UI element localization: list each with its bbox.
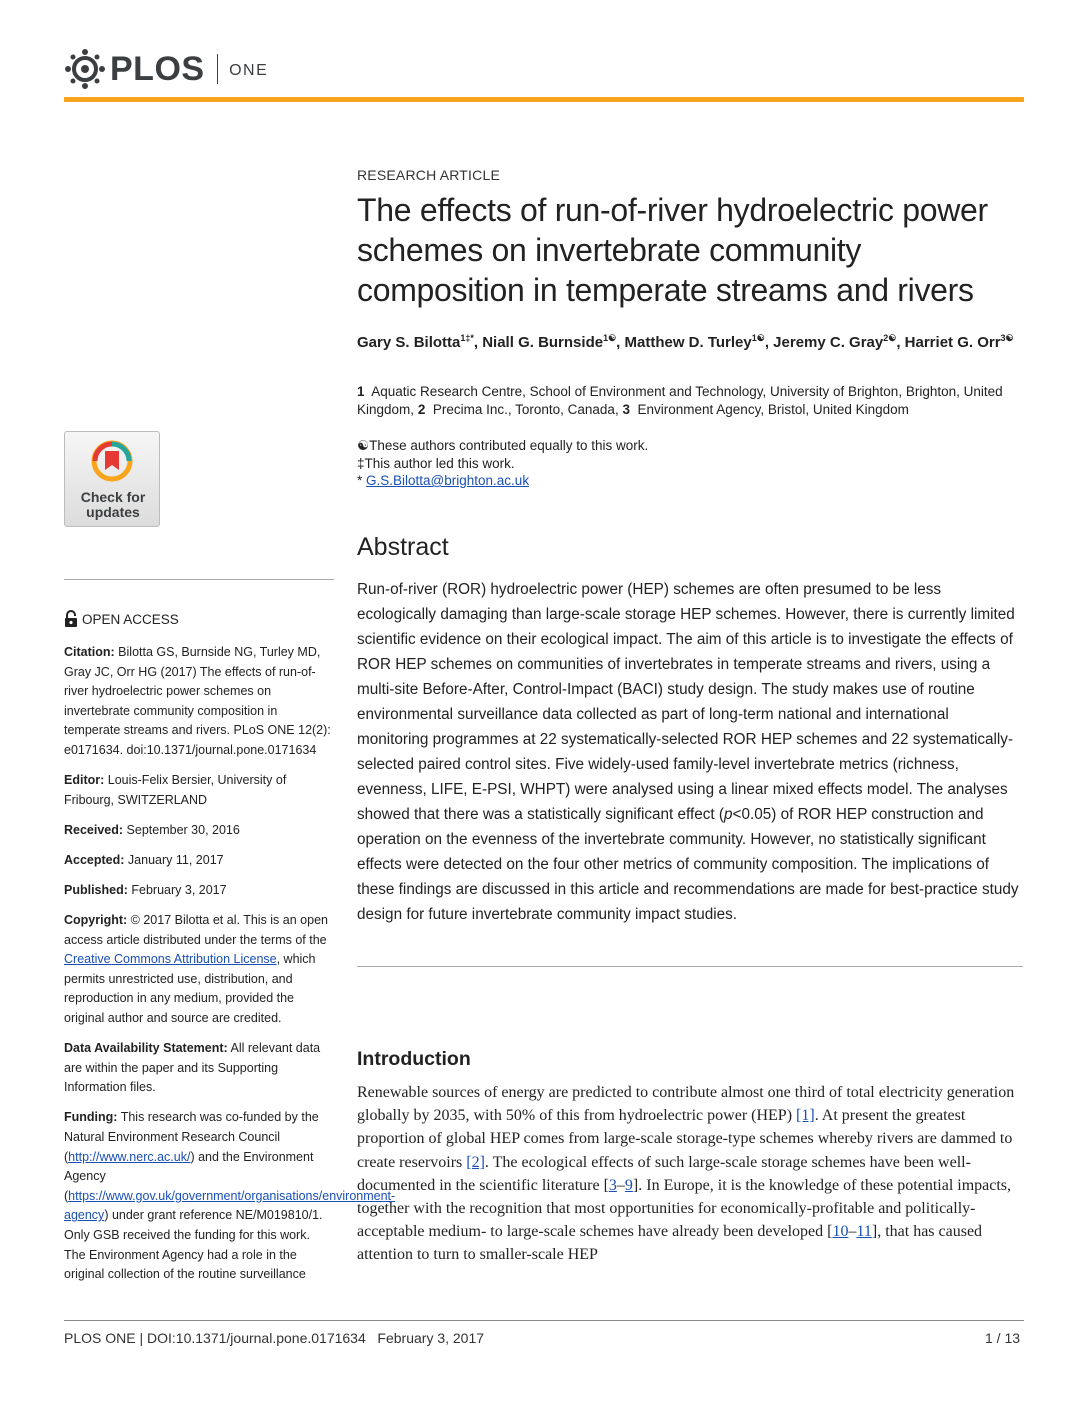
sidebar-divider xyxy=(64,579,334,580)
environment-agency-link[interactable]: https://www.gov.uk/government/organisations/environment-agency xyxy=(64,1188,396,1223)
footer-separator: | xyxy=(139,1330,144,1346)
published-date: Published: February 3, 2017 xyxy=(64,882,227,897)
affiliation-text: Precima Inc., Toronto, Canada, xyxy=(432,402,619,417)
equal-contribution-icon: ☯ xyxy=(357,438,370,453)
corresponding-email-link[interactable]: G.S.Bilotta@brighton.ac.uk xyxy=(366,473,530,488)
check-updates-label: Check for updates xyxy=(80,489,146,520)
abstract-heading: Abstract xyxy=(357,533,449,561)
author-name[interactable]: Gary S. Bilotta xyxy=(357,334,461,351)
article-type: RESEARCH ARTICLE xyxy=(357,167,500,183)
page-number: 1 / 13 xyxy=(985,1330,1021,1346)
data-availability-block: Data Availability Statement: All relevant data are within the paper and its Supporting Information files. xyxy=(64,1041,321,1095)
reference-link[interactable]: 11 xyxy=(856,1223,872,1241)
introduction-heading: Introduction xyxy=(357,1048,471,1070)
author-affil-marker: 1‡* xyxy=(460,333,474,343)
author-affil-marker: 1☯ xyxy=(751,333,765,343)
citation-block: Citation: Bilotta GS, Burnside NG, Turley MD, Gray JC, Orr HG (2017) The effects of run-of-river hydroelectric power schemes on invertebrate community composition in temperate streams and rivers. PLoS ONE 12(2): e0171634. doi:10.1371/journal.pone.0171634 xyxy=(64,645,331,757)
reference-link[interactable]: [2] xyxy=(466,1153,485,1171)
check-updates-bookmark-icon xyxy=(91,440,133,482)
plos-logo-mark-icon xyxy=(64,48,106,90)
header-accent-bar xyxy=(64,97,1024,102)
copyright-block: Copyright: © 2017 Bilotta et al. This is an open access article distributed under the terms of the Creative Commons Attribution License, which permits unrestricted use, distribution, and reproduction in any medium, provided the original author and source are credited. xyxy=(64,913,328,1025)
affiliation-number: 2 xyxy=(417,402,426,417)
logo-divider xyxy=(217,54,219,84)
logo-journal-name: ONE xyxy=(229,62,269,79)
p-value-symbol: p xyxy=(724,806,733,823)
author-affil-marker: 2☯ xyxy=(883,333,897,343)
accepted-date: Accepted: January 11, 2017 xyxy=(64,852,224,867)
abstract-divider xyxy=(357,966,1023,967)
funding-block: Funding: This research was co-funded by the Natural Environment Research Council (http://www.nerc.ac.uk/) and the Environment Agency (https://www.gov.uk/government/organisations/environment-agency) under grant reference NE/M019810/1. Only GSB received the funding for this work. The Environment Agency had a role in the original collection of the routine surveillance xyxy=(64,1110,396,1282)
author-name[interactable]: Matthew D. Turley xyxy=(624,334,752,351)
reference-link[interactable]: [1] xyxy=(796,1107,815,1125)
led-work-note: ‡This author led this work. xyxy=(357,455,515,471)
open-lock-icon xyxy=(64,610,78,628)
affiliation-text: Environment Agency, Bristol, United Kingdom xyxy=(637,402,909,417)
footer-citation xyxy=(64,1330,484,1346)
author-affil-marker: 1☯ xyxy=(603,333,617,343)
double-dagger-icon: ‡ xyxy=(357,455,365,471)
affiliation-number: 1 xyxy=(357,384,365,399)
logo-wordmark: PLOS xyxy=(110,49,205,88)
author-list: Gary S. Bilotta$^{1\ddagger*}$, Niall G. Burnside$^{1☯}$, Matthew D. Turley$^{1☯}$, Jeremy C. Gray$^{2☯}$, Harriet G. Orr$^{3☯}$ xyxy=(357,333,1014,351)
footer-doi: DOI:10.1371/journal.pone.0171634 xyxy=(147,1330,366,1346)
open-access-badge xyxy=(64,610,179,628)
author-name[interactable]: Jeremy C. Gray xyxy=(773,334,884,351)
abstract-text: Run-of-river (ROR) hydroelectric power (HEP) schemes are often presumed to be less ecologically damaging than large-scale storage HEP schemes. However, there is currently limited scientific evidence on their ecological impact. The aim of this article is to investigate the effects of ROR HEP schemes on communities of invertebrates in temperate streams and rivers, using a multi-site Before-After, Control-Impact (BACI) study design. The study makes use of routine environmental surveillance data collected as part of long-term national and international monitoring programmes at 22 systematically-selected ROR HEP schemes and 22 systematically-selected paired control sites. Five widely-used family-level invertebrate metrics (richness, evenness, LIFE, E-PSI, WHPT) were analysed using a linear mixed effects model. The analyses showed that there was a statistically significant effect (p<0.05) of ROR HEP construction and operation on the evenness of the invertebrate community. However, no statistically significant effects were detected on the four other metrics of community composition. The implications of these findings are discussed in this article and recommendations are made for best-practice study design for future invertebrate community impact studies. xyxy=(357,581,1019,923)
open-access-label: OPEN ACCESS xyxy=(82,611,179,627)
author-name[interactable]: Harriet G. Orr xyxy=(904,334,1001,351)
footer-divider xyxy=(64,1320,1024,1321)
reference-link[interactable]: 3 xyxy=(608,1176,617,1194)
plos-logo[interactable] xyxy=(64,46,268,92)
author-notes xyxy=(357,437,1022,490)
asterisk-icon: * xyxy=(357,473,363,488)
author-affil-marker: 3☯ xyxy=(1000,333,1014,343)
reference-link[interactable]: 10 xyxy=(832,1223,849,1241)
affiliations xyxy=(357,383,1022,419)
affiliation-number: 3 xyxy=(622,402,630,417)
reference-link[interactable]: 9 xyxy=(624,1176,633,1194)
article-title: The effects of run-of-river hydroelectric power schemes on invertebrate community composition in temperate streams and rivers xyxy=(357,192,988,308)
check-for-updates-button[interactable] xyxy=(64,431,160,527)
nerc-link[interactable]: http://www.nerc.ac.uk/ xyxy=(68,1149,191,1164)
affiliation-text: Aquatic Research Centre, School of Environment and Technology, University of Brighton, Brighton, United Kingdom, xyxy=(357,384,1003,417)
cc-license-link[interactable]: Creative Commons Attribution License xyxy=(64,952,277,967)
corresponding-email-note xyxy=(357,472,1022,490)
equal-contribution-note: ☯These authors contributed equally to this work. xyxy=(357,438,649,453)
editor-block: Editor: Louis-Felix Bersier, University of Fribourg, SWITZERLAND xyxy=(64,773,287,807)
introduction-text: Renewable sources of energy are predicted to contribute almost one third of total electricity generation globally by 2035, with 50% of this from hydroelectric power (HEP) [1]. At present the greatest proportion of global HEP comes from large-scale storage-type schemes whereby rivers are dammed to create reservoirs [2]. The ecological effects of such large-scale storage schemes have been well-documented in the scientific literature [3–9]. In Europe, it is the knowledge of these potential impacts, together with the recognition that most opportunities for economically-profitable and politically-acceptable medium- to large-scale schemes have already been developed [10–11], that has caused attention to turn to smaller-scale HEP xyxy=(357,1084,1015,1264)
footer-journal: PLOS ONE xyxy=(64,1330,136,1346)
received-date: Received: September 30, 2016 xyxy=(64,822,240,837)
article-metadata xyxy=(64,643,396,1295)
author-name[interactable]: Niall G. Burnside xyxy=(482,334,604,351)
footer-date: February 3, 2017 xyxy=(377,1330,485,1346)
